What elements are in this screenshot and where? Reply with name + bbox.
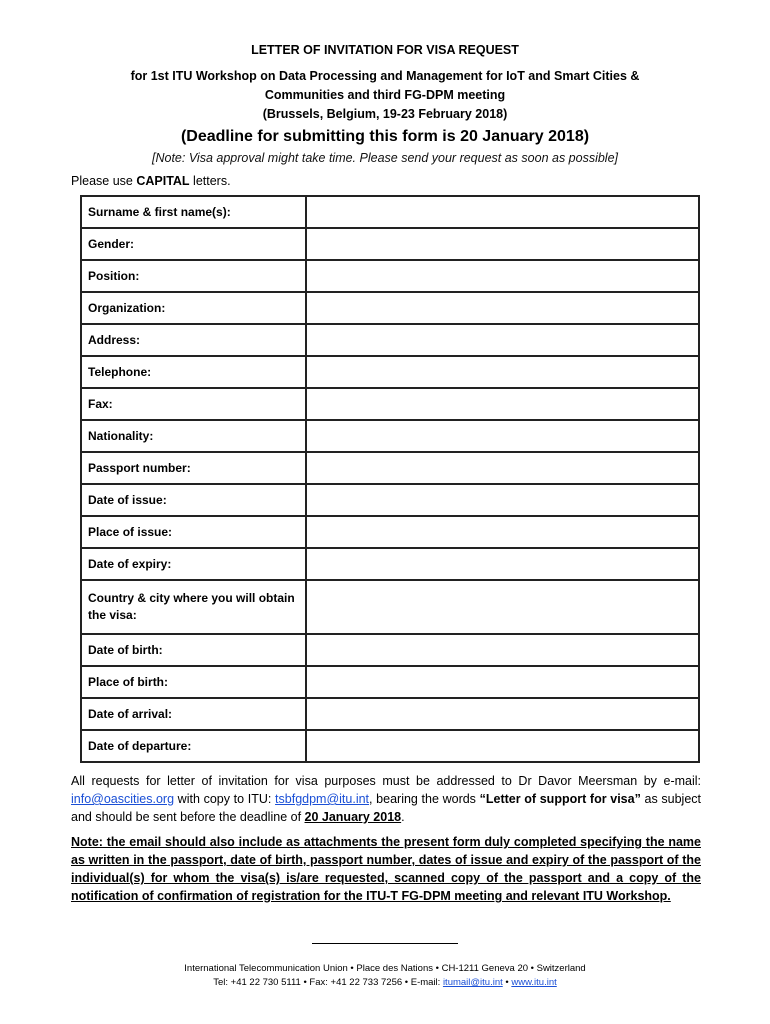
oascities-email-link[interactable]: info@oascities.org	[71, 792, 175, 806]
field-label: Passport number:	[81, 452, 306, 484]
subtitle-line-2: Communities and third FG-DPM meeting	[264, 88, 506, 102]
visa-country-city-input[interactable]	[306, 580, 699, 634]
instructions-text-e: .	[401, 810, 405, 824]
form-row-place-of-birth	[81, 666, 699, 698]
gender-input[interactable]	[306, 228, 699, 260]
form-row-date-of-issue	[81, 484, 699, 516]
date-of-departure-input[interactable]	[306, 730, 699, 762]
date-of-expiry-input[interactable]	[306, 548, 699, 580]
form-row-nationality	[81, 420, 699, 452]
form-row-gender	[81, 228, 699, 260]
field-label: Date of arrival:	[81, 698, 306, 730]
surname-input[interactable]	[306, 196, 699, 228]
footer-contact-text: Tel: +41 22 730 5111 • Fax: +41 22 733 7256 • E-mail:	[213, 977, 443, 988]
form-row-visa-country-city	[81, 580, 699, 634]
form-row-date-of-expiry	[81, 548, 699, 580]
fax-input[interactable]	[306, 388, 699, 420]
document-subtitle	[90, 67, 680, 124]
form-row-place-of-issue	[81, 516, 699, 548]
itu-website-link[interactable]: www.itu.int	[511, 977, 557, 988]
position-input[interactable]	[306, 260, 699, 292]
deadline-heading: (Deadline for submitting this form is 20 January 2018)	[180, 128, 590, 145]
organization-input[interactable]	[306, 292, 699, 324]
form-row-date-of-birth	[81, 634, 699, 666]
deadline-date: 20 January 2018	[304, 810, 402, 824]
field-label: Date of issue:	[81, 484, 306, 516]
field-label: Organization:	[81, 292, 306, 324]
footer-contact	[0, 976, 770, 990]
field-label: Gender:	[81, 228, 306, 260]
place-of-birth-input[interactable]	[306, 666, 699, 698]
date-of-arrival-input[interactable]	[306, 698, 699, 730]
footer-separator: •	[502, 977, 512, 988]
field-label: Place of birth:	[81, 666, 306, 698]
attachments-note: Note: the email should also include as attachments the present form duly completed specifying the name as written in the passport, date of birth, passport number, dates of issue and expiry of the passport of the individual(s) for whom the visa(s) is/are requested, scanned copy of the passport and a copy of the notification of confirmation of registration for the ITU-T FG-DPM meeting and relevant ITU Workshop.	[71, 835, 701, 903]
document-title: LETTER OF INVITATION FOR VISA REQUEST	[251, 43, 519, 57]
field-label: Address:	[81, 324, 306, 356]
instructions-text-d: as subject and should be sent before the deadline of	[71, 792, 701, 824]
form-row-address	[81, 324, 699, 356]
form-row-date-of-departure	[81, 730, 699, 762]
nationality-input[interactable]	[306, 420, 699, 452]
form-row-date-of-arrival	[81, 698, 699, 730]
instructions-text-a: All requests for letter of invitation for visa purposes must be addressed to Dr Davor Meersman by e-mail:	[71, 774, 701, 788]
form-row-passport-number	[81, 452, 699, 484]
capital-instruction	[71, 174, 231, 188]
passport-number-input[interactable]	[306, 452, 699, 484]
footer-divider	[312, 943, 458, 944]
field-label: Position:	[81, 260, 306, 292]
form-row-fax	[81, 388, 699, 420]
itu-fgdpm-email-link[interactable]: tsbfgdpm@itu.int	[275, 792, 370, 806]
field-label: Date of departure:	[81, 730, 306, 762]
subtitle-line-1: for 1st ITU Workshop on Data Processing and Management for IoT and Smart Cities &	[130, 69, 640, 83]
field-label: Fax:	[81, 388, 306, 420]
form-row-telephone	[81, 356, 699, 388]
footer-address: International Telecommunication Union • Place des Nations • CH-1211 Geneva 20 • Switzerland	[184, 963, 586, 974]
capital-prefix: Please use	[71, 174, 137, 188]
field-label: Nationality:	[81, 420, 306, 452]
field-label: Telephone:	[81, 356, 306, 388]
field-label: Surname & first name(s):	[81, 196, 306, 228]
form-row-position	[81, 260, 699, 292]
form-row-surname	[81, 196, 699, 228]
instructions-text-c: , bearing the words	[369, 792, 480, 806]
date-of-birth-input[interactable]	[306, 634, 699, 666]
place-of-issue-input[interactable]	[306, 516, 699, 548]
subtitle-line-3: (Brussels, Belgium, 19-23 February 2018)	[262, 107, 508, 121]
visa-note: [Note: Visa approval might take time. Please send your request as soon as possible]	[152, 151, 618, 165]
date-of-issue-input[interactable]	[306, 484, 699, 516]
field-label: Country & city where you will obtain the visa:	[81, 580, 306, 634]
capital-suffix: letters.	[189, 174, 231, 188]
field-label: Place of issue:	[81, 516, 306, 548]
field-label: Date of expiry:	[81, 548, 306, 580]
instructions-text-b: with copy to ITU:	[174, 792, 276, 806]
field-label: Date of birth:	[81, 634, 306, 666]
capital-word: CAPITAL	[136, 174, 190, 188]
instructions-paragraph	[71, 772, 701, 826]
form-row-organization	[81, 292, 699, 324]
address-input[interactable]	[306, 324, 699, 356]
subject-quote: “Letter of support for visa”	[479, 792, 641, 806]
itumail-link[interactable]: itumail@itu.int	[442, 977, 503, 988]
telephone-input[interactable]	[306, 356, 699, 388]
visa-request-form	[80, 195, 700, 763]
